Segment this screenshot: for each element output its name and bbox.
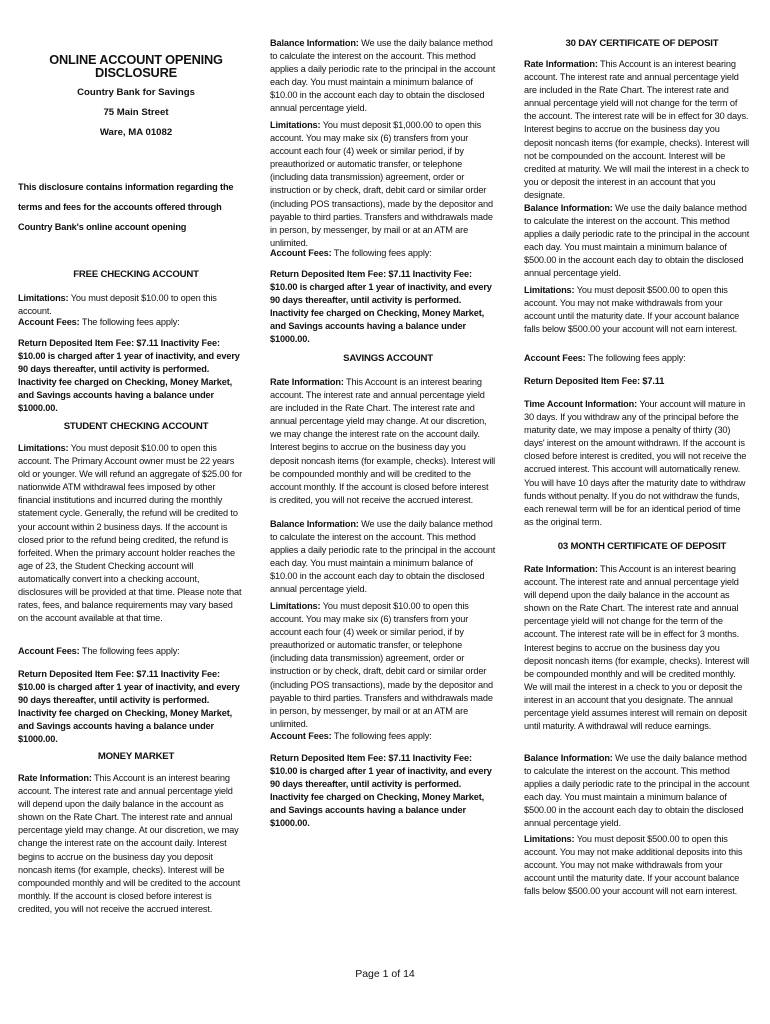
money-market-heading: MONEY MARKET <box>97 751 175 762</box>
free-checking-limitations: Limitations: You must deposit $10.00 to open this account. <box>18 293 217 318</box>
money-market-fees-detail: Return Deposited Item Fee: $7.11 Inactivity Fee: $10.00 is charged after 1 year of inactivity, and every 90 days thereafter, until activity is performed. Inactivity fee charged on Checking, Money Market, and Savings accounts having a balance under $1000.00. <box>270 269 492 346</box>
cd30-heading: 30 DAY CERTIFICATE OF DEPOSIT <box>565 38 719 49</box>
savings-fees-detail: Return Deposited Item Fee: $7.11 Inactivity Fee: $10.00 is charged after 1 year of inactivity, and every 90 days thereafter, until activity is performed. Inactivity fee charged on Checking, Money Market, and Savings accounts having a balance under $1000.00. <box>270 753 492 830</box>
page-title: ONLINE ACCOUNT OPENING DISCLOSURE <box>49 52 223 81</box>
money-market-rate: Rate Information: This Account is an interest bearing account. The interest rate and annual percentage yield will depend upon the daily balance in the account as shown on the Rate Chart. The interest rate and annual percentage yield may change. At our discretion, we may change the interest rate on the account daily. Interest begins to accrue on the business day you deposit noncash items (for example, checks). Interest will be compounded monthly and will be credited to the account monthly. If the account is closed before interest is credited, you will not receive the accrued interest. <box>18 773 241 915</box>
cd30-time-account: Time Account Information: Your account will mature in 30 days. If you withdraw any of the principal before the maturity date, we may impose a penalty of thirty (30) days' interest on the amount withdrawn. If the account is closed before interest is credited, you will not receive the accrued interest. This account will automatically renew. You will have 10 days after the maturity date to withdraw funds without penalty. If you do not withdraw the funds, each renewal term will be for an identical period of time as the original term. <box>524 399 747 528</box>
page-number: Page 1 of 14 <box>355 968 415 980</box>
money-market-balance: Balance Information: We use the daily balance method to calculate the interest on the account. This method applies a daily periodic rate to the principal in the account each day. You must maintain a minimum balance of $10.00 in the account each day to obtain the disclosed annual percentage yield. <box>270 38 496 115</box>
student-checking-fees: Account Fees: The following fees apply: <box>18 646 180 657</box>
money-market-limitations: Limitations: You must deposit $1,000.00 to open this account. You may make six (6) transfers from your account each four (4) week or similar period, if by preauthorized or automatic transfer, or telephone (including data transmission) agreement, order or instruction or by check, draft, debit card or similar order (including POS transactions), made by the depositor and payable to third parties. Transfers and withdrawals made in person, by messenger, by mail or at an ATM are unlimited. <box>270 120 493 249</box>
student-checking-limitations: Limitations: You must deposit $10.00 to open this account. The Primary Account owner must be 22 years old or younger. We will refund an aggregate of $25.00 for nationwide ATM withdrawal fees imposed by other financial institutions and incurred during the monthly statement cycle. Generally, the refund will be credited to your account within 2 business days. If the account is closed prior to the refund being credited, the refund is forfeited. When the primary account holder reaches the age of 23, the Student Checking account will automatically convert into a checking account, disclosures will be provided at that time. Please note that rates, fees, and balance requirements may vary based on the account available at that time. <box>18 443 243 625</box>
cd30-balance: Balance Information: We use the daily balance method to calculate the interest on the account. This method applies a daily periodic rate to the principal in the account each day. You must maintain a minimum balance of $500.00 in the account each day to obtain the disclosed annual percentage yield. <box>524 203 750 280</box>
student-checking-heading: STUDENT CHECKING ACCOUNT <box>63 421 209 432</box>
cd30-fees: Account Fees: The following fees apply: <box>524 353 686 364</box>
cd30-limitations: Limitations: You must deposit $500.00 to open this account. You may not make withdrawals from your account until the maturity date. If your account balance falls below $500.00 your account will not earn interest. <box>524 285 740 336</box>
savings-fees: Account Fees: The following fees apply: <box>270 731 432 742</box>
cd3m-balance: Balance Information: We use the daily balance method to calculate the interest on the account. This method applies a daily periodic rate to the principal in the account each day. You must maintain a minimum balance of $500.00 in the account each day to obtain the disclosed annual percentage yield. <box>524 753 750 830</box>
bank-street: 75 Main Street <box>103 107 169 118</box>
intro-text: This disclosure contains information regarding the terms and fees for the accounts offered through Country Bank's online account opening <box>18 182 234 233</box>
savings-heading: SAVINGS ACCOUNT <box>343 353 433 364</box>
savings-limitations: Limitations: You must deposit $10.00 to open this account. You may make six (6) transfers from your account each four (4) week or similar period, if by preauthorized or automatic transfer, or telephone (including data transmission) agreement, order or instruction or by check, draft, debit card or similar order (including POS transactions), made by the depositor and payable to third parties. Transfers and withdrawals made in person, by messenger, by mail or at an ATM are unlimited. <box>270 601 493 730</box>
free-checking-fees-detail: Return Deposited Item Fee: $7.11 Inactivity Fee: $10.00 is charged after 1 year of inactivity, and every 90 days thereafter, until activity is performed. Inactivity fee charged on Checking, Money Market, and Savings accounts having a balance under $1000.00. <box>18 338 240 415</box>
savings-rate: Rate Information: This Account is an interest bearing account. The interest rate and annual percentage yield are included in the Rate Chart. The interest rate and annual percentage yield may change. At our discretion, we may change the interest rate on the account daily. Interest begins to accrue on the business day you deposit noncash items (for example, checks). Interest will be compounded monthly and will be credited to the account monthly. If the account is closed before interest is credited, you will not receive the accrued interest. <box>270 377 496 506</box>
savings-balance: Balance Information: We use the daily balance method to calculate the interest on the account. This method applies a daily periodic rate to the principal in the account each day. You must maintain a minimum balance of $10.00 in the account each day to obtain the disclosed annual percentage yield. <box>270 519 496 596</box>
cd30-rate: Rate Information: This Account is an interest bearing account. The interest rate and annual percentage yield are included in the Rate Chart. The interest rate and annual percentage yield will not change for the term of the account. The interest rate will be in effect for 30 days. Interest begins to accrue on the business day you deposit noncash items (for example, checks). Interest will not be compounded on the account. Interest will be credited at maturity. We will mail the interest in a check to you or deposit the interest in an account that you designate. <box>524 59 750 201</box>
money-market-fees: Account Fees: The following fees apply: <box>270 248 432 259</box>
cd3m-rate: Rate Information: This Account is an interest bearing account. The interest rate and annual percentage yield will depend upon the daily balance in the account as shown on the Rate Chart. The interest rate and annual percentage yield will not change for the term of the account. The interest rate will be in effect for 3 months. Interest begins to accrue on the business day you deposit noncash items (for example, checks). Interest will be compounded monthly and will be credited monthly. We will mail the interest in a check to you or deposit the interest in an account that you designate. The annual percentage yield assumes interest will remain on deposit until maturity. A withdrawal will reduce earnings. <box>524 564 750 733</box>
bank-city: Ware, MA 01082 <box>99 127 173 138</box>
free-checking-fees: Account Fees: The following fees apply: <box>18 317 180 328</box>
bank-name: Country Bank for Savings <box>77 87 195 98</box>
free-checking-heading: FREE CHECKING ACCOUNT <box>73 269 199 280</box>
cd3m-limitations: Limitations: You must deposit $500.00 to open this account. You may not make additional deposits into this account. You may not make withdrawals from your account until the maturity date. If your account balance falls below $500.00 your account will not earn interest. <box>524 834 743 898</box>
cd30-fees-detail: Return Deposited Item Fee: $7.11 <box>524 376 665 387</box>
cd3m-heading: 03 MONTH CERTIFICATE OF DEPOSIT <box>557 541 727 552</box>
student-checking-fees-detail: Return Deposited Item Fee: $7.11 Inactivity Fee: $10.00 is charged after 1 year of inactivity, and every 90 days thereafter, until activity is performed. Inactivity fee charged on Checking, Money Market, and Savings accounts having a balance under $1000.00. <box>18 669 240 746</box>
